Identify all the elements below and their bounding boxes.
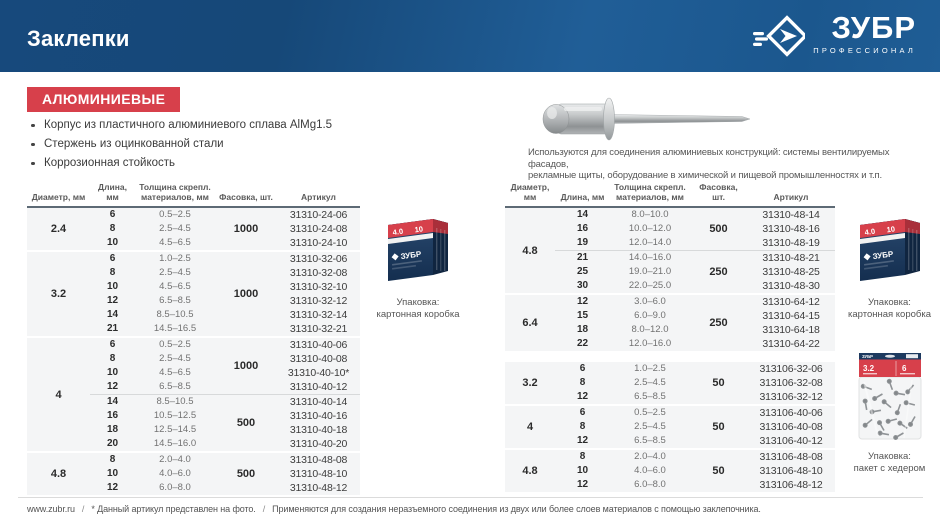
cell-thickness: 14.0–16.0 — [610, 250, 690, 265]
table-row — [27, 336, 360, 352]
usage-description: Используются для соединения алюминиевых конструкций: системы вентилируемых фасадов, рекламные щиты, оборудование в химической и пищевой промышленностях и т.п. — [528, 147, 890, 181]
cell-sku: 313106-40-12 — [747, 434, 835, 448]
cell-thickness: 6.0–9.0 — [610, 309, 690, 323]
column-header: Диаметр, мм — [505, 182, 555, 208]
cell-thickness: 14.5–16.5 — [135, 322, 215, 336]
footnote-usage: Применяются для создания неразъемного соединения из двух или более слоев материалов с помощью заклепочника. — [272, 504, 761, 514]
cell-sku: 31310-48-16 — [747, 222, 835, 236]
carton-box-figure — [368, 208, 468, 320]
svg-text:ЗУБР: ЗУБР — [871, 249, 894, 262]
cell-sku: 31310-64-22 — [747, 337, 835, 351]
cell-length: 14 — [90, 394, 135, 409]
cell-length: 12 — [90, 294, 135, 308]
cell-diameter: 2.4 — [27, 208, 90, 250]
cell-thickness: 6.0–8.0 — [610, 478, 690, 492]
rivets-table-carton-right — [505, 182, 835, 351]
packaging-caption: Упаковка: картонная коробка — [376, 297, 460, 320]
table-row — [27, 208, 360, 222]
cell-pack: 500 — [690, 208, 747, 250]
cell-length: 16 — [555, 222, 610, 236]
table-row — [505, 404, 835, 420]
cell-sku: 313106-48-08 — [747, 448, 835, 464]
table-row — [505, 309, 835, 323]
cell-length: 6 — [90, 208, 135, 222]
feature-item: Стержень из оцинкованной стали — [27, 138, 497, 150]
table-row — [505, 376, 835, 390]
diameter-group — [27, 250, 360, 336]
feature-list — [27, 119, 497, 176]
column-header: Толщина скрепл. материалов, мм — [610, 182, 690, 208]
cell-sku: 31310-24-06 — [277, 208, 360, 222]
cell-diameter: 3.2 — [27, 250, 90, 336]
cell-thickness: 0.5–2.5 — [610, 404, 690, 420]
cell-thickness: 12.0–14.0 — [610, 236, 690, 250]
cell-pack: 1000 — [215, 250, 277, 336]
footer: www.zubr.ru / * Данный артикул представлен на фото. / Применяются для создания неразъемного соединения из двух или более слоев материалов с помощью заклепочника. — [27, 504, 761, 514]
cell-thickness: 14.5–16.0 — [135, 437, 215, 451]
cell-thickness: 2.5–4.5 — [135, 352, 215, 366]
table-row — [505, 478, 835, 492]
column-header: Диаметр, мм — [27, 182, 90, 208]
brand-tagline: ПРОФЕССИОНАЛ — [813, 46, 916, 55]
cell-thickness: 6.0–8.0 — [135, 481, 215, 495]
cell-sku: 313106-32-08 — [747, 376, 835, 390]
svg-text:6: 6 — [901, 364, 906, 373]
cell-sku: 31310-40-12 — [277, 380, 360, 394]
table-row — [505, 279, 835, 293]
cell-sku: 31310-24-08 — [277, 222, 360, 236]
cell-diameter: 4.8 — [505, 208, 555, 293]
table-row — [505, 390, 835, 404]
cell-pack: 50 — [690, 448, 747, 492]
table-row — [505, 434, 835, 448]
bag-image — [854, 350, 926, 442]
cell-thickness: 4.0–6.0 — [135, 467, 215, 481]
packaging-caption: Упаковка: пакет с хедером — [853, 451, 926, 474]
cell-length: 14 — [90, 308, 135, 322]
cell-pack: 250 — [690, 293, 747, 351]
cell-length: 21 — [555, 250, 610, 265]
cell-pack: 50 — [690, 404, 747, 448]
diameter-group — [505, 293, 835, 351]
cell-thickness: 2.5–4.5 — [610, 376, 690, 390]
cell-pack: 1000 — [215, 336, 277, 394]
cell-length: 12 — [90, 481, 135, 495]
table-row — [505, 337, 835, 351]
cell-thickness: 4.0–6.0 — [610, 464, 690, 478]
cell-length: 14 — [555, 208, 610, 222]
cell-sku: 31310-40-08 — [277, 352, 360, 366]
cell-length: 12 — [555, 478, 610, 492]
cell-thickness: 4.5–6.5 — [135, 236, 215, 250]
cell-thickness: 6.5–8.5 — [610, 434, 690, 448]
cell-pack: 500 — [215, 451, 277, 495]
cell-sku: 31310-40-16 — [277, 409, 360, 423]
cell-length: 12 — [555, 293, 610, 309]
packaging-caption: Упаковка: картонная коробка — [847, 297, 931, 320]
diameter-group — [27, 208, 360, 250]
cell-sku: 31310-40-18 — [277, 423, 360, 437]
cell-diameter: 4 — [27, 336, 90, 451]
brand-name: ЗУБР — [831, 10, 916, 45]
footnote-photo: * Данный артикул представлен на фото. — [91, 504, 256, 514]
cell-length: 6 — [555, 404, 610, 420]
cell-thickness: 6.5–8.5 — [610, 390, 690, 404]
cell-thickness: 4.5–6.5 — [135, 366, 215, 380]
cell-length: 10 — [90, 280, 135, 294]
cell-sku: 31310-32-12 — [277, 294, 360, 308]
cell-pack: 1000 — [215, 208, 277, 250]
cell-thickness: 2.0–4.0 — [135, 451, 215, 467]
cell-sku: 31310-64-15 — [747, 309, 835, 323]
cell-length: 8 — [555, 420, 610, 434]
svg-text:4.0: 4.0 — [863, 226, 876, 237]
rivet-image — [518, 92, 758, 146]
cell-length: 10 — [90, 366, 135, 380]
page-title: Заклепки — [27, 26, 130, 51]
cell-thickness: 8.5–10.5 — [135, 394, 215, 409]
cell-sku: 31310-48-21 — [747, 250, 835, 265]
svg-text:3.2: 3.2 — [862, 364, 874, 373]
diameter-group — [505, 448, 835, 492]
cell-thickness: 19.0–21.0 — [610, 265, 690, 279]
cell-pack: 250 — [690, 250, 747, 293]
cell-length: 30 — [555, 279, 610, 293]
page-header — [0, 0, 940, 72]
table-row — [505, 420, 835, 434]
column-header: Артикул — [747, 182, 835, 208]
cell-length: 6 — [90, 250, 135, 266]
cell-thickness: 4.5–6.5 — [135, 280, 215, 294]
cell-length: 15 — [555, 309, 610, 323]
rivets-table-bag — [505, 362, 835, 492]
table-row — [505, 323, 835, 337]
cell-sku: 31310-48-25 — [747, 265, 835, 279]
cell-thickness: 8.5–10.5 — [135, 308, 215, 322]
cell-length: 8 — [90, 352, 135, 366]
diameter-group — [505, 208, 835, 293]
cell-thickness: 2.5–4.5 — [610, 420, 690, 434]
cell-sku: 31310-48-19 — [747, 236, 835, 250]
cell-sku: 31310-48-12 — [277, 481, 360, 495]
cell-sku: 31310-24-10 — [277, 236, 360, 250]
cell-thickness: 0.5–2.5 — [135, 208, 215, 222]
cell-sku: 31310-32-10 — [277, 280, 360, 294]
diameter-group — [27, 336, 360, 451]
diameter-group — [505, 404, 835, 448]
column-header: Фасовка, шт. — [690, 182, 747, 208]
rivets-table-carton-left — [27, 182, 360, 495]
cell-length: 12 — [90, 380, 135, 394]
cell-thickness: 10.5–12.5 — [135, 409, 215, 423]
cell-thickness: 2.0–4.0 — [610, 448, 690, 464]
carton-box-image — [383, 208, 453, 288]
cell-sku: 313106-48-12 — [747, 478, 835, 492]
cell-sku: 31310-32-06 — [277, 250, 360, 266]
cell-length: 12 — [555, 390, 610, 404]
cell-sku: 313106-48-10 — [747, 464, 835, 478]
cell-length: 6 — [555, 362, 610, 376]
cell-sku: 31310-40-10* — [277, 366, 360, 380]
cell-thickness: 6.5–8.5 — [135, 380, 215, 394]
cell-thickness: 3.0–6.0 — [610, 293, 690, 309]
cell-length: 10 — [90, 467, 135, 481]
cell-length: 8 — [90, 451, 135, 467]
table-row — [505, 236, 835, 250]
table-row — [505, 208, 835, 222]
cell-sku: 31310-48-30 — [747, 279, 835, 293]
cell-sku: 31310-48-10 — [277, 467, 360, 481]
cell-diameter: 6.4 — [505, 293, 555, 351]
cell-sku: 31310-32-08 — [277, 266, 360, 280]
zubr-diamond-icon — [753, 13, 805, 59]
category-badge: АЛЮМИНИЕВЫЕ — [27, 87, 180, 112]
cell-length: 21 — [90, 322, 135, 336]
cell-length: 10 — [90, 236, 135, 250]
cell-length: 18 — [90, 423, 135, 437]
cell-diameter: 4.8 — [27, 451, 90, 495]
column-header: Длина, мм — [90, 182, 135, 208]
diameter-group — [505, 362, 835, 404]
cell-sku: 313106-40-06 — [747, 404, 835, 420]
cell-thickness: 10.0–12.0 — [610, 222, 690, 236]
table-row — [505, 222, 835, 236]
cell-length: 16 — [90, 409, 135, 423]
table-row — [27, 451, 360, 467]
cell-thickness: 12.0–16.0 — [610, 337, 690, 351]
table-row — [505, 265, 835, 279]
cell-sku: 31310-40-06 — [277, 336, 360, 352]
cell-length: 8 — [555, 448, 610, 464]
brand-logo — [753, 10, 916, 59]
cell-sku: 313106-40-08 — [747, 420, 835, 434]
cell-length: 6 — [90, 336, 135, 352]
cell-length: 20 — [90, 437, 135, 451]
site-link[interactable]: www.zubr.ru — [27, 504, 75, 514]
cell-sku: 31310-32-14 — [277, 308, 360, 322]
cell-thickness: 12.5–14.5 — [135, 423, 215, 437]
bag-figure — [842, 350, 937, 474]
cell-thickness: 8.0–12.0 — [610, 323, 690, 337]
cell-sku: 31310-40-20 — [277, 437, 360, 451]
cell-diameter: 3.2 — [505, 362, 555, 404]
cell-thickness: 1.0–2.5 — [135, 250, 215, 266]
carton-box-image — [855, 208, 925, 288]
cell-length: 19 — [555, 236, 610, 250]
cell-length: 12 — [555, 434, 610, 448]
cell-thickness: 1.0–2.5 — [610, 362, 690, 376]
cell-thickness: 6.5–8.5 — [135, 294, 215, 308]
cell-length: 25 — [555, 265, 610, 279]
table-row — [505, 293, 835, 309]
cell-diameter: 4 — [505, 404, 555, 448]
cell-thickness: 8.0–10.0 — [610, 208, 690, 222]
svg-text:ЗУБР: ЗУБР — [861, 354, 873, 359]
cell-sku: 31310-64-18 — [747, 323, 835, 337]
table-row — [505, 464, 835, 478]
table-row — [505, 448, 835, 464]
cell-thickness: 0.5–2.5 — [135, 336, 215, 352]
cell-sku: 31310-48-08 — [277, 451, 360, 467]
cell-length: 8 — [555, 376, 610, 390]
column-header: Артикул — [277, 182, 360, 208]
table-row — [27, 250, 360, 266]
feature-item: Коррозионная стойкость — [27, 157, 497, 169]
column-header: Фасовка, шт. — [215, 182, 277, 208]
cell-sku: 31310-48-14 — [747, 208, 835, 222]
diameter-group — [27, 451, 360, 495]
table-row — [505, 250, 835, 265]
cell-length: 8 — [90, 266, 135, 280]
carton-box-figure — [842, 208, 937, 320]
cell-sku: 31310-64-12 — [747, 293, 835, 309]
cell-sku: 313106-32-06 — [747, 362, 835, 376]
column-header: Длина, мм — [555, 182, 610, 208]
cell-length: 10 — [555, 464, 610, 478]
cell-pack: 50 — [690, 362, 747, 404]
cell-diameter: 4.8 — [505, 448, 555, 492]
cell-sku: 31310-32-21 — [277, 322, 360, 336]
column-header: Толщина скрепл. материалов, мм — [135, 182, 215, 208]
cell-sku: 313106-32-12 — [747, 390, 835, 404]
cell-sku: 31310-40-14 — [277, 394, 360, 409]
cell-thickness: 2.5–4.5 — [135, 266, 215, 280]
svg-text:10: 10 — [885, 224, 896, 235]
feature-item: Корпус из пластичного алюминиевого сплава AlMg1.5 — [27, 119, 497, 131]
cell-length: 18 — [555, 323, 610, 337]
svg-text:10: 10 — [414, 224, 424, 235]
svg-text:ЗУБР: ЗУБР — [400, 249, 422, 262]
cell-thickness: 22.0–25.0 — [610, 279, 690, 293]
svg-text:4.0: 4.0 — [392, 226, 404, 237]
cell-thickness: 2.5–4.5 — [135, 222, 215, 236]
cell-pack: 500 — [215, 394, 277, 451]
cell-length: 22 — [555, 337, 610, 351]
footer-divider — [18, 497, 923, 498]
table-row — [505, 362, 835, 376]
cell-length: 8 — [90, 222, 135, 236]
